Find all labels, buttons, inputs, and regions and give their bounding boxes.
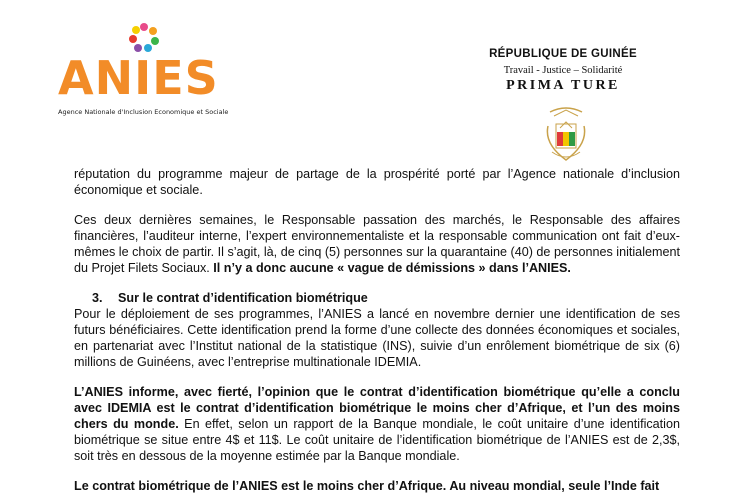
paragraph: Pour le déploiement de ses programmes, l’ANIES a lancé en novembre dernier une identification de ses futurs bénéficiaires. Cette identification prend la forme d’une collecte des données économiques et sociales, en partenariat avec l’Institut national de la statistique (INS), suivie d’un enrôlement biométrique de six (6) millions de Guinéens, avec l’entreprise multinationale IDEMIA. <box>74 307 680 369</box>
section-heading <box>74 290 680 306</box>
anies-logo <box>58 22 248 122</box>
paragraph-text: Ces deux dernières semaines, le Responsable passation des marchés, le Responsable des affaires financières, l’auditeur interne, l’expert environnementaliste et la responsable communication ont fait d’eux-mêmes le choix de partir. Il s’agit, là, de cinq (5) personnes sur la quarantaine (40) de personnes initialement du Projet Filets Sociaux. <box>74 213 680 275</box>
logo-name: ANIES <box>58 51 219 105</box>
letterhead <box>0 0 741 165</box>
section-number: 3. <box>92 291 103 305</box>
paragraph <box>74 384 680 464</box>
paragraph-emphasis: Il n’y a donc aucune « vague de démissions » dans l’ANIES. <box>213 261 571 275</box>
section-title: Sur le contrat d’identification biométrique <box>118 291 368 305</box>
colorful-hands-icon <box>128 22 160 52</box>
republic-motto: Travail - Justice – Solidarité <box>503 65 623 76</box>
paragraph <box>74 212 680 276</box>
logo-wordmark <box>58 51 219 105</box>
paragraph-emphasis: L’ANIES informe, avec fierté, l’opinion que le contrat d’identification biométrique qu’elle a conclu avec IDEMIA est le contrat d’identification biométrique le moins cher d’Afrique, et l’un des moins chers du monde. <box>74 385 680 431</box>
republic-block <box>488 48 638 94</box>
republic-title: RÉPUBLIQUE DE GUINÉE <box>489 48 637 60</box>
document-body <box>74 166 680 494</box>
paragraph: réputation du programme majeur de partage de la prospérité porté par l’Agence nationale d’inclusion économique et sociale. <box>74 167 680 197</box>
logo-subtitle: Agence Nationale d'Inclusion Economique et Sociale <box>58 108 229 116</box>
paragraph: Le contrat biométrique de l’ANIES est le moins cher d’Afrique. Au niveau mondial, seule l’Inde fait <box>74 479 660 493</box>
paragraph-text: En effet, selon un rapport de la Banque mondiale, le coût unitaire d’une identification biométrique se situe entre 4$ et 11$. Le coût unitaire de l’identification biométrique de l’ANIES est de 2,3$, soit très en dessous de la moyenne estimée par la Banque mondiale. <box>74 417 680 463</box>
guinea-coat-of-arms-icon <box>540 104 592 164</box>
office-name: PRIMA TURE <box>506 78 620 93</box>
